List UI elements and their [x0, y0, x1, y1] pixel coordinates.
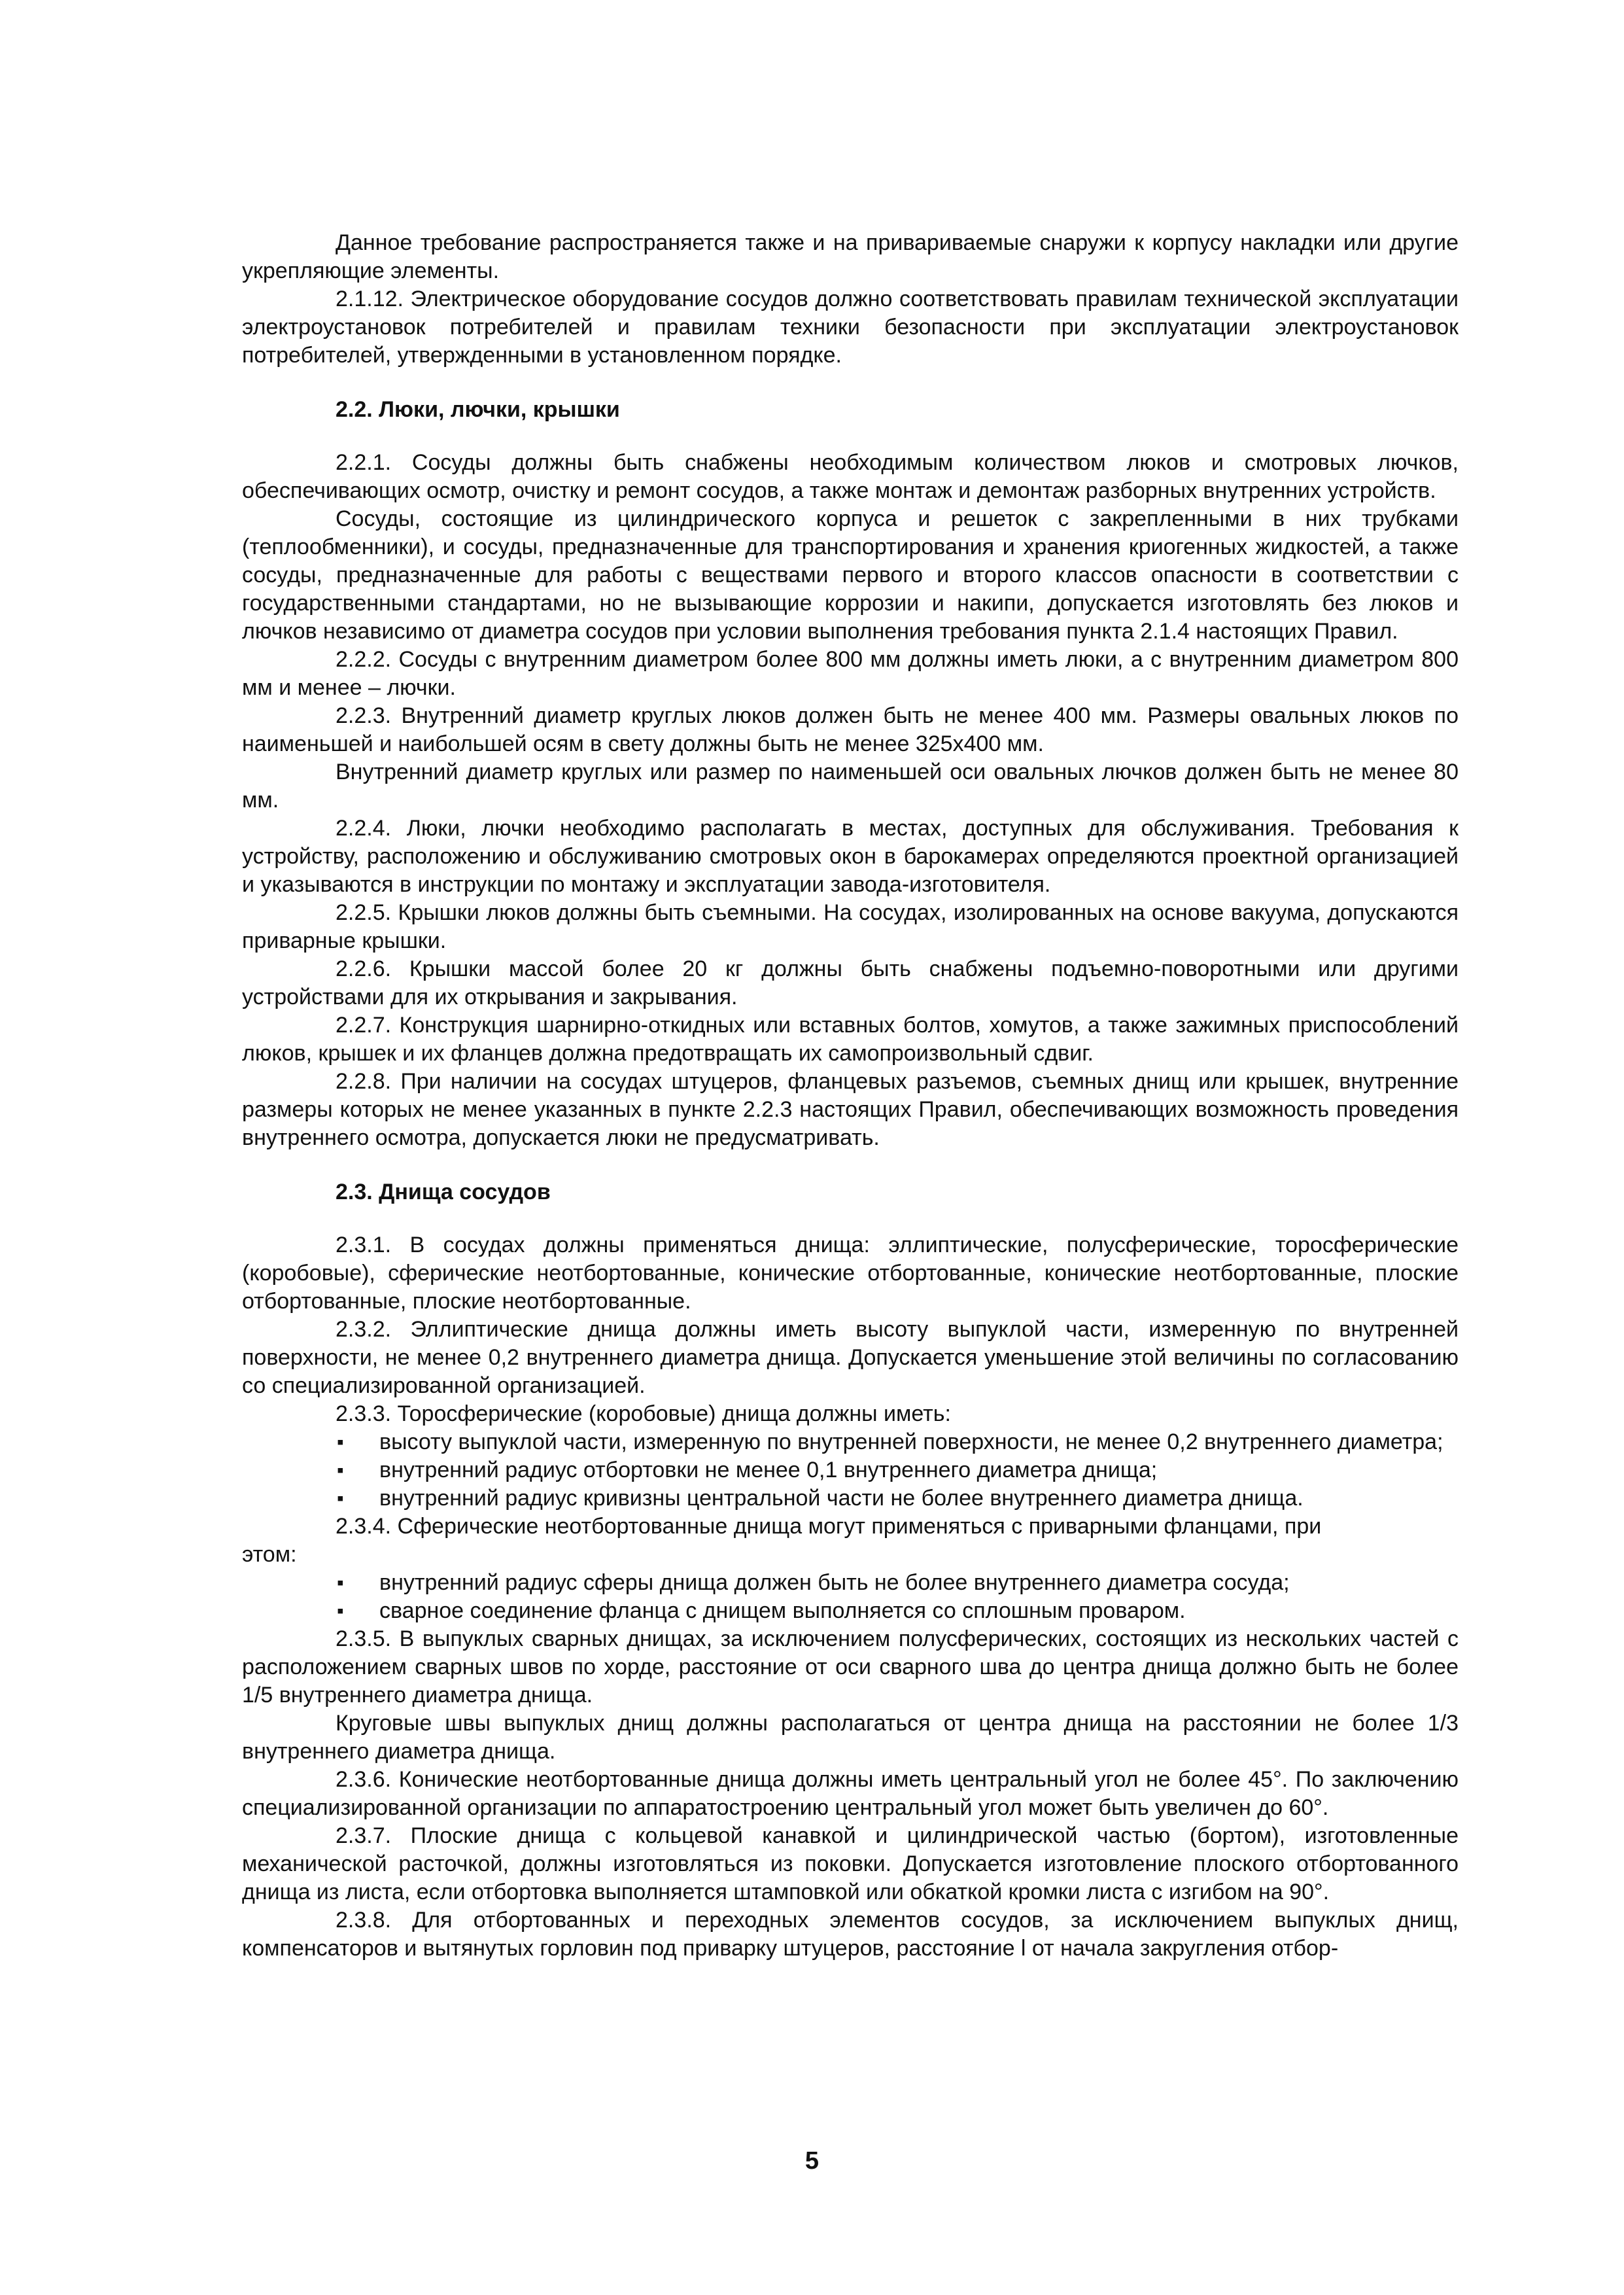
paragraph: 2.1.12. Электрическое оборудование сосудов должно соответствовать правилам технической эксплуатации электроустановок потребителей и правилам техники безопасности при эксплуатации электроустановок потребителей, утвержденными в установленном порядке.: [242, 287, 1459, 368]
paragraph: Данное требование распространяется также и на привариваемые снаружи к корпусу накладки или другие укрепляющие элементы.: [242, 230, 1459, 283]
bullet-list-torospherical: [242, 1428, 1459, 1513]
list-item: [242, 1484, 1459, 1513]
bullet-icon: ▪: [337, 1600, 344, 1622]
section-heading-2-3: 2.3. Днища сосудов: [336, 1180, 551, 1204]
bullet-icon: ▪: [337, 1488, 344, 1509]
paragraph: 2.3.8. Для отбортованных и переходных элементов сосудов, за исключением выпуклых днищ, компенсаторов и вытянутых горловин под приварку штуцеров, расстояние l от начала закругления отбор-: [242, 1908, 1459, 1961]
paragraph: 2.2.3. Внутренний диаметр круглых люков должен быть не менее 400 мм. Размеры овальных люков по наименьшей и наибольшей осям в свету должны быть не менее 325x400 мм.: [242, 703, 1459, 756]
section-heading-2-2: 2.2. Люки, лючки, крышки: [336, 397, 620, 422]
paragraph: 2.3.3. Торосферические (коробовые) днища должны иметь:: [336, 1401, 951, 1426]
paragraph: 2.3.4. Сферические неотбортованные днища могут применяться с приварными фланцами, при: [336, 1514, 1322, 1539]
paragraph: 2.2.2. Сосуды с внутренним диаметром более 800 мм должны иметь люки, а с внутренним диаметром 800 мм и менее – лючки.: [242, 647, 1459, 700]
paragraph: 2.2.8. При наличии на сосудах штуцеров, фланцевых разъемов, съемных днищ или крышек, внутренние размеры которых не менее указанных в пункте 2.2.3 настоящих Правил, обеспечивающих возможность проведения внутреннего осмотра, допускается люки не предусматривать.: [242, 1069, 1459, 1150]
bullet-list-spherical: [242, 1569, 1459, 1625]
paragraph: 2.2.5. Крышки люков должны быть съемными. На сосудах, изолированных на основе вакуума, допускаются приварные крышки.: [242, 900, 1459, 953]
list-item-text: высоту выпуклой части, измеренную по внутренней поверхности, не менее 0,2 внутреннего диаметра;: [379, 1429, 1443, 1454]
list-item: [242, 1428, 1459, 1456]
list-item-text: внутренний радиус кривизны центральной части не более внутреннего диаметра днища.: [379, 1486, 1304, 1511]
paragraph: Внутренний диаметр круглых или размер по наименьшей оси овальных лючков должен быть не менее 80 мм.: [242, 760, 1459, 813]
paragraph: Круговые швы выпуклых днищ должны располагаться от центра днища на расстоянии не более 1/3 внутреннего диаметра днища.: [242, 1711, 1459, 1764]
paragraph: 2.3.2. Эллиптические днища должны иметь высоту выпуклой части, измеренную по внутренней поверхности, не менее 0,2 внутреннего диаметра днища. Допускается уменьшение этой величины по согласованию со специализированной организацией.: [242, 1317, 1459, 1398]
paragraph: 2.3.7. Плоские днища с кольцевой канавкой и цилиндрической частью (бортом), изготовленные механической расточкой, должны изготовляться из поковки. Допускается изготовление плоского отбортованного днища из листа, если отбортовка выполняется штамповкой или обкаткой кромки листа с изгибом на 90°.: [242, 1823, 1459, 1904]
paragraph: 2.2.1. Сосуды должны быть снабжены необходимым количеством люков и смотровых лючков, обеспечивающих осмотр, очистку и ремонт сосудов, а также монтаж и демонтаж разборных внутренних устройств.: [242, 450, 1459, 503]
bullet-icon: ▪: [337, 1431, 344, 1453]
paragraph: 2.3.1. В сосудах должны применяться днища: эллиптические, полусферические, торосферические (коробовые), сферические неотбортованные, конические отбортованные, конические неотбортованные, плоские отбортованные, плоские неотбортованные.: [242, 1233, 1459, 1314]
paragraph: 2.2.6. Крышки массой более 20 кг должны быть снабжены подъемно-поворотными или другими устройствами для их открывания и закрывания.: [242, 956, 1459, 1009]
paragraph: Сосуды, состоящие из цилиндрического корпуса и решеток с закрепленными в них трубками (теплообменники), и сосуды, предназначенные для транспортирования и хранения криогенных жидкостей, а также сосуды, предназначенные для работы с веществами первого и второго классов опасности в соответствии с государственными стандартами, но не вызывающие коррозии и накипи, допускается изготовлять без люков и лючков независимо от диаметра сосудов при условии выполнения требования пункта 2.1.4 настоящих Правил.: [242, 506, 1459, 644]
paragraph: 2.3.5. В выпуклых сварных днищах, за исключением полусферических, состоящих из нескольких частей с расположением сварных швов по хорде, расстояние от оси сварного шва до центра днища должно быть не более 1/5 внутреннего диаметра днища.: [242, 1626, 1459, 1708]
paragraph-continuation: этом:: [242, 1542, 297, 1567]
paragraph: 2.2.7. Конструкция шарнирно-откидных или вставных болтов, хомутов, а также зажимных приспособлений люков, крышек и их фланцев должна предотвращать их самопроизвольный сдвиг.: [242, 1013, 1459, 1066]
page-number: 5: [804, 2147, 820, 2175]
document-body: [242, 229, 1459, 1963]
list-item: [242, 1456, 1459, 1484]
list-item-text: внутренний радиус сферы днища должен быть не более внутреннего диаметра сосуда;: [379, 1570, 1290, 1595]
list-item: [242, 1569, 1459, 1597]
bullet-icon: ▪: [337, 1572, 344, 1594]
paragraph: 2.2.4. Люки, лючки необходимо располагать в местах, доступных для обслуживания. Требования к устройству, расположению и обслуживанию смотровых окон в барокамерах определяются проектной организацией и указываются в инструкции по монтажу и эксплуатации завода-изготовителя.: [242, 816, 1459, 897]
list-item-text: сварное соединение фланца с днищем выполняется со сплошным проваром.: [379, 1598, 1186, 1623]
list-item-text: внутренний радиус отбортовки не менее 0,1 внутреннего диаметра днища;: [379, 1458, 1158, 1482]
bullet-icon: ▪: [337, 1460, 344, 1481]
paragraph: 2.3.6. Конические неотбортованные днища должны иметь центральный угол не более 45°. По заключению специализированной организации по аппаратостроению центральный угол может быть увеличен до 60°.: [242, 1767, 1459, 1820]
list-item: [242, 1597, 1459, 1625]
